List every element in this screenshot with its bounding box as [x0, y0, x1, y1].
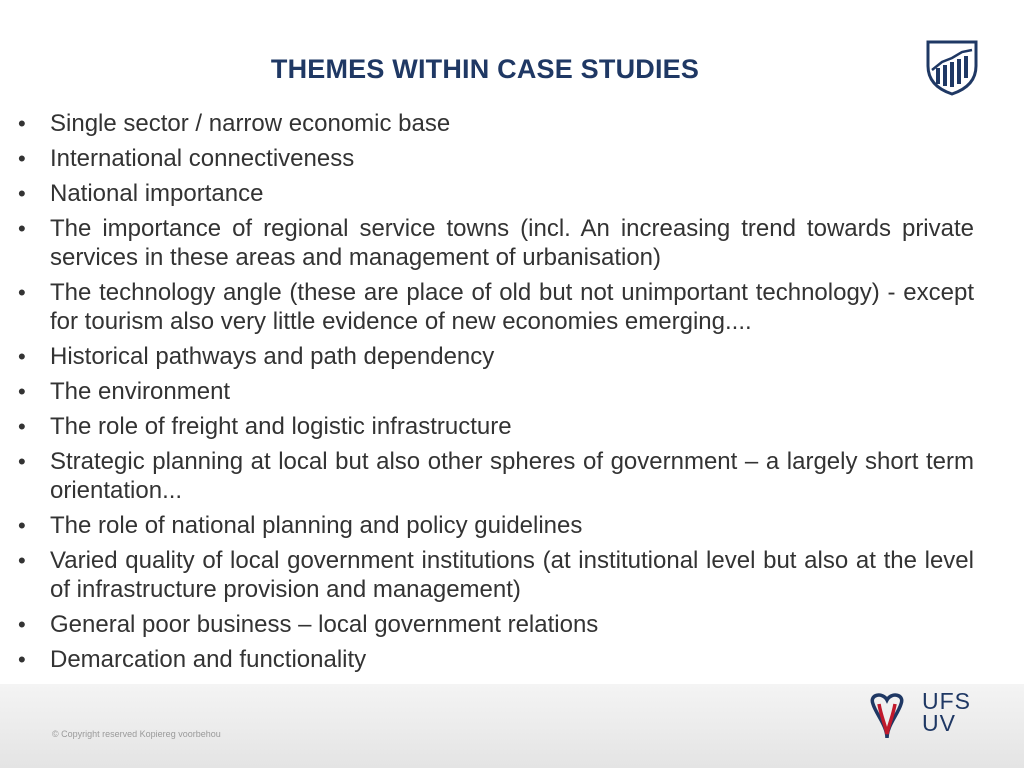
bullet-dot: •: [18, 414, 26, 439]
logo-line-2: UV: [922, 710, 956, 736]
bullet-item: [18, 179, 974, 208]
logo-line-1: UFS: [922, 688, 971, 714]
bullet-dot: •: [18, 181, 26, 206]
bullet-text: The role of national planning and policy guidelines: [50, 512, 583, 539]
bullet-dot: •: [18, 344, 26, 369]
bullet-dot: •: [18, 111, 26, 136]
bullet-text: Varied quality of local government institutions (at institutional level but also at the level of infrastructure provision and management): [50, 547, 974, 603]
bullet-text: International connectiveness: [50, 145, 355, 172]
bullet-text: The importance of regional service towns (incl. An increasing trend towards private services in these areas and management of urbanisation): [50, 215, 974, 271]
bullet-item: [18, 144, 974, 173]
bullet-dot: •: [18, 379, 26, 404]
bullet-text: The role of freight and logistic infrastructure: [50, 413, 512, 440]
bullet-text: National importance: [50, 180, 264, 207]
bullet-dot: •: [18, 449, 26, 474]
bullet-dot: •: [18, 548, 26, 573]
bullet-item: [18, 645, 974, 674]
bullet-item: [18, 278, 974, 336]
bullet-item: [18, 447, 974, 505]
bullet-item: [18, 511, 974, 540]
slide-title: THEMES WITHIN CASE STUDIES: [270, 54, 700, 84]
bullet-dot: •: [18, 146, 26, 171]
bullet-text: The technology angle (these are place of old but not unimportant technology) - except for tourism also very little evidence of new economies emerging....: [50, 279, 974, 335]
bullet-dot: •: [18, 612, 26, 637]
bullet-text: The environment: [50, 378, 231, 405]
bullet-dot: •: [18, 280, 26, 305]
bullet-item: [18, 546, 974, 604]
bullet-text: Single sector / narrow economic base: [50, 110, 451, 137]
bullet-item: [18, 377, 974, 406]
bullet-dot: •: [18, 216, 26, 241]
bullet-dot: •: [18, 647, 26, 672]
bullet-list: [18, 109, 974, 680]
bullet-text: Strategic planning at local but also other spheres of government – a largely short term orientation...: [50, 448, 974, 504]
bullet-item: [18, 109, 974, 138]
university-crest-icon: [922, 36, 982, 96]
bullet-item: [18, 214, 974, 272]
bullet-text: Demarcation and functionality: [50, 646, 367, 673]
bullet-item: [18, 342, 974, 371]
bullet-dot: •: [18, 513, 26, 538]
bullet-text: General poor business – local government relations: [50, 611, 599, 638]
bullet-text: Historical pathways and path dependency: [50, 343, 495, 370]
copyright-text: © Copyright reserved Kopiereg voorbehou: [52, 729, 221, 739]
ufs-logo-text: [922, 690, 971, 734]
bullet-item: [18, 610, 974, 639]
bullet-item: [18, 412, 974, 441]
